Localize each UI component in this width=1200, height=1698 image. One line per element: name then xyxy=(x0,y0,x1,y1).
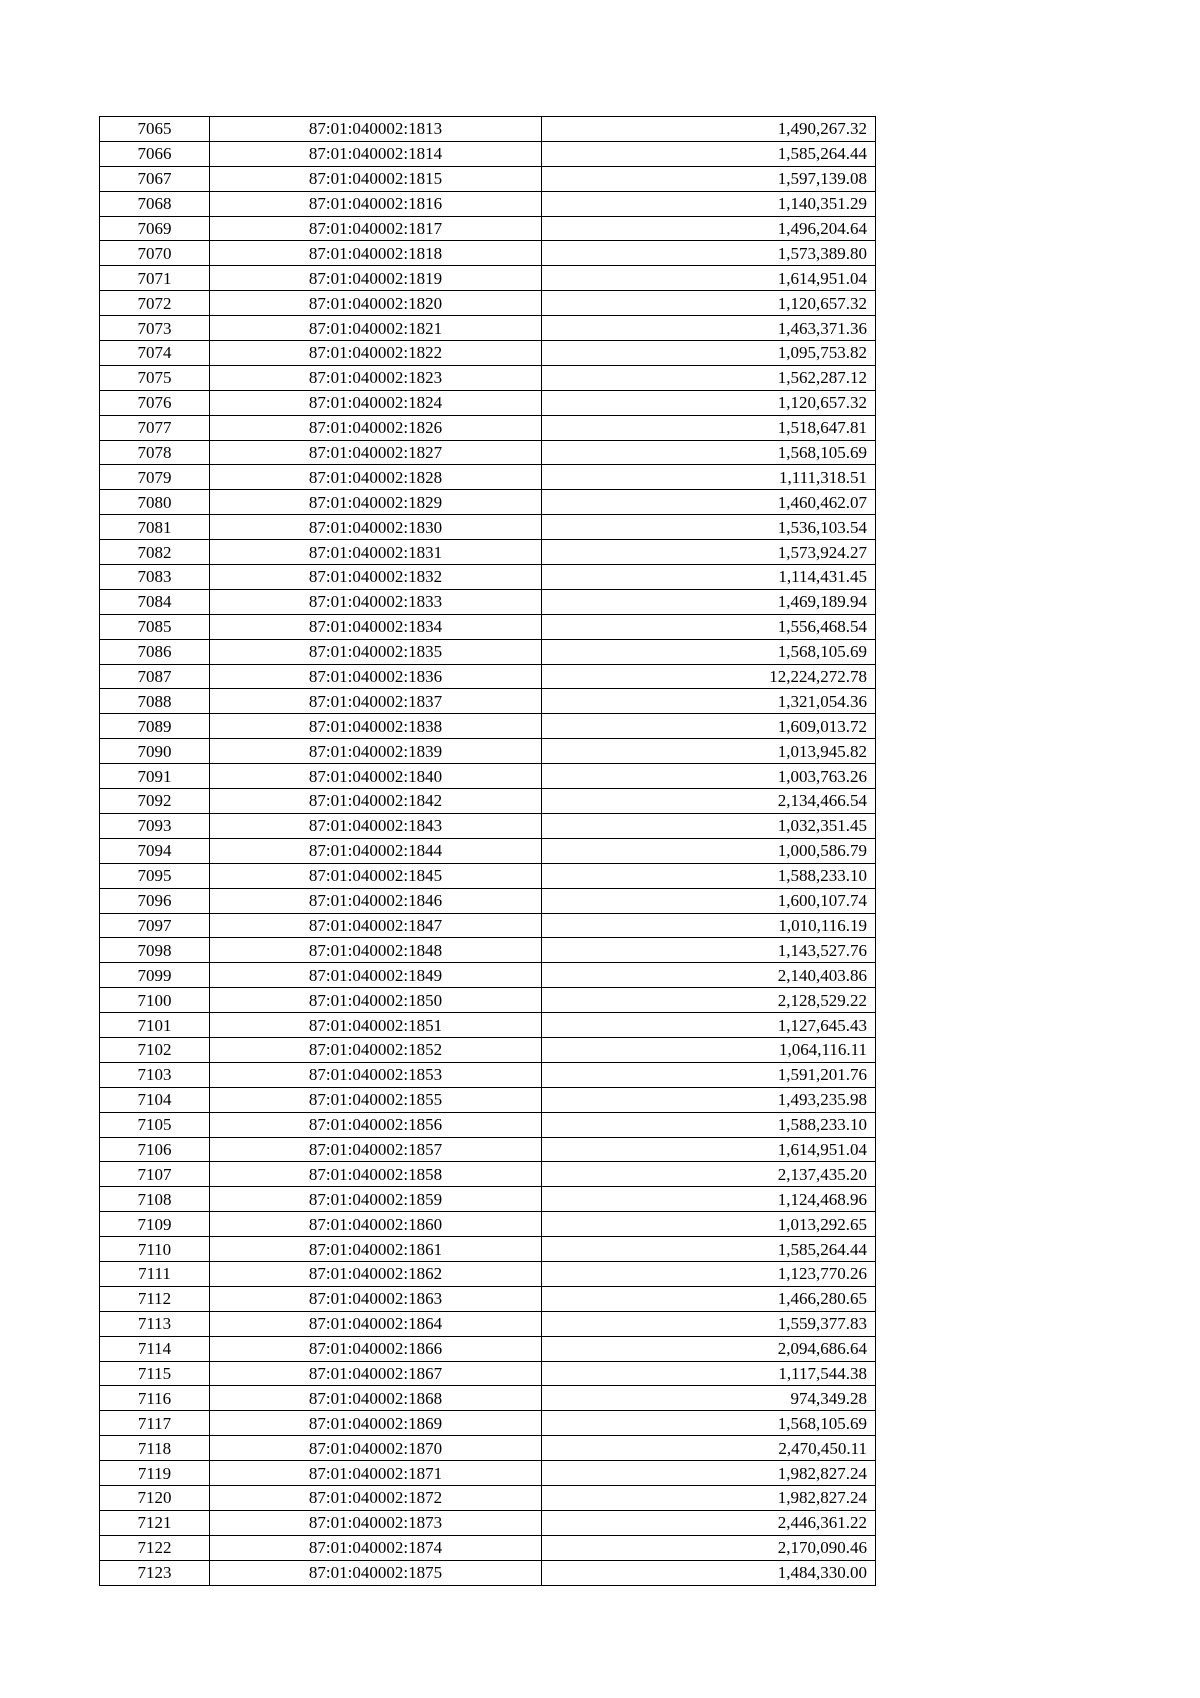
cadastral-number-cell: 87:01:040002:1858 xyxy=(210,1162,542,1187)
cadastral-number-cell: 87:01:040002:1861 xyxy=(210,1237,542,1262)
value-cell: 1,585,264.44 xyxy=(542,141,876,166)
table-row xyxy=(100,764,876,789)
row-number-cell: 7094 xyxy=(100,838,210,863)
table-row xyxy=(100,1560,876,1585)
table-row xyxy=(100,1187,876,1212)
table-row xyxy=(100,117,876,142)
value-cell: 1,568,105.69 xyxy=(542,639,876,664)
cadastral-number-cell: 87:01:040002:1818 xyxy=(210,241,542,266)
cadastral-number-cell: 87:01:040002:1852 xyxy=(210,1037,542,1062)
value-cell: 2,170,090.46 xyxy=(542,1535,876,1560)
table-row xyxy=(100,639,876,664)
table-row xyxy=(100,1162,876,1187)
row-number-cell: 7068 xyxy=(100,191,210,216)
value-cell: 1,013,945.82 xyxy=(542,739,876,764)
value-cell: 12,224,272.78 xyxy=(542,664,876,689)
cadastral-number-cell: 87:01:040002:1875 xyxy=(210,1560,542,1585)
row-number-cell: 7104 xyxy=(100,1087,210,1112)
row-number-cell: 7092 xyxy=(100,789,210,814)
value-cell: 1,536,103.54 xyxy=(542,515,876,540)
row-number-cell: 7118 xyxy=(100,1436,210,1461)
cadastral-number-cell: 87:01:040002:1866 xyxy=(210,1336,542,1361)
row-number-cell: 7101 xyxy=(100,1013,210,1038)
value-cell: 1,588,233.10 xyxy=(542,1112,876,1137)
cadastral-number-cell: 87:01:040002:1819 xyxy=(210,266,542,291)
table-row xyxy=(100,415,876,440)
row-number-cell: 7081 xyxy=(100,515,210,540)
cadastral-number-cell: 87:01:040002:1869 xyxy=(210,1411,542,1436)
cadastral-number-cell: 87:01:040002:1814 xyxy=(210,141,542,166)
value-cell: 1,556,468.54 xyxy=(542,614,876,639)
value-cell: 1,568,105.69 xyxy=(542,440,876,465)
row-number-cell: 7119 xyxy=(100,1461,210,1486)
cadastral-number-cell: 87:01:040002:1837 xyxy=(210,689,542,714)
value-cell: 1,095,753.82 xyxy=(542,341,876,366)
table-row xyxy=(100,1386,876,1411)
table-row xyxy=(100,241,876,266)
table-row xyxy=(100,963,876,988)
cadastral-number-cell: 87:01:040002:1832 xyxy=(210,565,542,590)
cadastral-number-cell: 87:01:040002:1855 xyxy=(210,1087,542,1112)
row-number-cell: 7078 xyxy=(100,440,210,465)
table-row xyxy=(100,1286,876,1311)
cadastral-number-cell: 87:01:040002:1826 xyxy=(210,415,542,440)
row-number-cell: 7077 xyxy=(100,415,210,440)
cadastral-number-cell: 87:01:040002:1874 xyxy=(210,1535,542,1560)
table-row xyxy=(100,1436,876,1461)
table-row xyxy=(100,1535,876,1560)
value-cell: 1,460,462.07 xyxy=(542,490,876,515)
cadastral-number-cell: 87:01:040002:1844 xyxy=(210,838,542,863)
cadastral-number-cell: 87:01:040002:1816 xyxy=(210,191,542,216)
value-cell: 1,600,107.74 xyxy=(542,888,876,913)
table-row xyxy=(100,789,876,814)
table-row xyxy=(100,1485,876,1510)
value-cell: 1,013,292.65 xyxy=(542,1212,876,1237)
row-number-cell: 7066 xyxy=(100,141,210,166)
cadastral-number-cell: 87:01:040002:1815 xyxy=(210,166,542,191)
value-cell: 1,982,827.24 xyxy=(542,1485,876,1510)
table-row xyxy=(100,316,876,341)
cadastral-number-cell: 87:01:040002:1848 xyxy=(210,938,542,963)
row-number-cell: 7098 xyxy=(100,938,210,963)
table-row xyxy=(100,341,876,366)
value-cell: 2,470,450.11 xyxy=(542,1436,876,1461)
cadastral-number-cell: 87:01:040002:1863 xyxy=(210,1286,542,1311)
table-row xyxy=(100,540,876,565)
row-number-cell: 7110 xyxy=(100,1237,210,1262)
value-cell: 1,000,586.79 xyxy=(542,838,876,863)
cadastral-number-cell: 87:01:040002:1823 xyxy=(210,365,542,390)
row-number-cell: 7120 xyxy=(100,1485,210,1510)
value-cell: 1,064,116.11 xyxy=(542,1037,876,1062)
table-row xyxy=(100,1087,876,1112)
table-row xyxy=(100,365,876,390)
row-number-cell: 7085 xyxy=(100,614,210,639)
cadastral-number-cell: 87:01:040002:1851 xyxy=(210,1013,542,1038)
value-cell: 1,120,657.32 xyxy=(542,291,876,316)
cadastral-number-cell: 87:01:040002:1868 xyxy=(210,1386,542,1411)
cadastral-number-cell: 87:01:040002:1820 xyxy=(210,291,542,316)
row-number-cell: 7082 xyxy=(100,540,210,565)
row-number-cell: 7114 xyxy=(100,1336,210,1361)
cadastral-number-cell: 87:01:040002:1853 xyxy=(210,1062,542,1087)
table-row xyxy=(100,1336,876,1361)
cadastral-number-cell: 87:01:040002:1849 xyxy=(210,963,542,988)
row-number-cell: 7121 xyxy=(100,1510,210,1535)
table-row xyxy=(100,1411,876,1436)
value-cell: 1,003,763.26 xyxy=(542,764,876,789)
value-cell: 2,137,435.20 xyxy=(542,1162,876,1187)
table-row xyxy=(100,1112,876,1137)
cadastral-number-cell: 87:01:040002:1870 xyxy=(210,1436,542,1461)
value-cell: 1,114,431.45 xyxy=(542,565,876,590)
table-row xyxy=(100,838,876,863)
cadastral-number-cell: 87:01:040002:1846 xyxy=(210,888,542,913)
value-cell: 1,463,371.36 xyxy=(542,316,876,341)
row-number-cell: 7091 xyxy=(100,764,210,789)
table-row xyxy=(100,1062,876,1087)
table-row xyxy=(100,988,876,1013)
cadastral-number-cell: 87:01:040002:1872 xyxy=(210,1485,542,1510)
table-row xyxy=(100,1013,876,1038)
cadastral-number-cell: 87:01:040002:1831 xyxy=(210,540,542,565)
value-cell: 1,321,054.36 xyxy=(542,689,876,714)
row-number-cell: 7086 xyxy=(100,639,210,664)
value-cell: 1,614,951.04 xyxy=(542,266,876,291)
row-number-cell: 7075 xyxy=(100,365,210,390)
row-number-cell: 7074 xyxy=(100,341,210,366)
value-cell: 1,032,351.45 xyxy=(542,813,876,838)
cadastral-number-cell: 87:01:040002:1836 xyxy=(210,664,542,689)
value-cell: 1,496,204.64 xyxy=(542,216,876,241)
row-number-cell: 7107 xyxy=(100,1162,210,1187)
table-row xyxy=(100,216,876,241)
cadastral-number-cell: 87:01:040002:1873 xyxy=(210,1510,542,1535)
row-number-cell: 7071 xyxy=(100,266,210,291)
cadastral-number-cell: 87:01:040002:1867 xyxy=(210,1361,542,1386)
cadastral-number-cell: 87:01:040002:1829 xyxy=(210,490,542,515)
value-cell: 1,518,647.81 xyxy=(542,415,876,440)
cadastral-number-cell: 87:01:040002:1864 xyxy=(210,1311,542,1336)
value-cell: 1,140,351.29 xyxy=(542,191,876,216)
row-number-cell: 7111 xyxy=(100,1261,210,1286)
table-row xyxy=(100,141,876,166)
value-cell: 1,573,924.27 xyxy=(542,540,876,565)
row-number-cell: 7122 xyxy=(100,1535,210,1560)
cadastral-number-cell: 87:01:040002:1840 xyxy=(210,764,542,789)
table-row xyxy=(100,291,876,316)
row-number-cell: 7123 xyxy=(100,1560,210,1585)
row-number-cell: 7093 xyxy=(100,813,210,838)
table-row xyxy=(100,1510,876,1535)
value-cell: 1,614,951.04 xyxy=(542,1137,876,1162)
row-number-cell: 7072 xyxy=(100,291,210,316)
row-number-cell: 7102 xyxy=(100,1037,210,1062)
row-number-cell: 7096 xyxy=(100,888,210,913)
table-row xyxy=(100,664,876,689)
cadastral-number-cell: 87:01:040002:1827 xyxy=(210,440,542,465)
value-cell: 2,094,686.64 xyxy=(542,1336,876,1361)
row-number-cell: 7112 xyxy=(100,1286,210,1311)
row-number-cell: 7079 xyxy=(100,465,210,490)
cadastral-number-cell: 87:01:040002:1843 xyxy=(210,813,542,838)
cadastral-number-cell: 87:01:040002:1835 xyxy=(210,639,542,664)
cadastral-number-cell: 87:01:040002:1842 xyxy=(210,789,542,814)
cadastral-number-cell: 87:01:040002:1822 xyxy=(210,341,542,366)
value-cell: 1,143,527.76 xyxy=(542,938,876,963)
table-row xyxy=(100,863,876,888)
row-number-cell: 7070 xyxy=(100,241,210,266)
value-cell: 1,490,267.32 xyxy=(542,117,876,142)
table-row xyxy=(100,938,876,963)
cadastral-number-cell: 87:01:040002:1857 xyxy=(210,1137,542,1162)
table-row xyxy=(100,266,876,291)
cadastral-number-cell: 87:01:040002:1838 xyxy=(210,714,542,739)
table-row xyxy=(100,390,876,415)
value-cell: 1,484,330.00 xyxy=(542,1560,876,1585)
table-row xyxy=(100,888,876,913)
cadastral-number-cell: 87:01:040002:1821 xyxy=(210,316,542,341)
table-row xyxy=(100,465,876,490)
table-row xyxy=(100,1461,876,1486)
table-row xyxy=(100,813,876,838)
value-cell: 974,349.28 xyxy=(542,1386,876,1411)
row-number-cell: 7095 xyxy=(100,863,210,888)
value-cell: 1,559,377.83 xyxy=(542,1311,876,1336)
row-number-cell: 7076 xyxy=(100,390,210,415)
row-number-cell: 7088 xyxy=(100,689,210,714)
row-number-cell: 7099 xyxy=(100,963,210,988)
row-number-cell: 7105 xyxy=(100,1112,210,1137)
cadastral-number-cell: 87:01:040002:1850 xyxy=(210,988,542,1013)
value-cell: 1,609,013.72 xyxy=(542,714,876,739)
table-row xyxy=(100,1137,876,1162)
cadastral-number-cell: 87:01:040002:1860 xyxy=(210,1212,542,1237)
value-cell: 2,128,529.22 xyxy=(542,988,876,1013)
row-number-cell: 7097 xyxy=(100,913,210,938)
cadastral-number-cell: 87:01:040002:1845 xyxy=(210,863,542,888)
row-number-cell: 7100 xyxy=(100,988,210,1013)
table-row xyxy=(100,1237,876,1262)
row-number-cell: 7065 xyxy=(100,117,210,142)
cadastral-number-cell: 87:01:040002:1830 xyxy=(210,515,542,540)
row-number-cell: 7116 xyxy=(100,1386,210,1411)
table-row xyxy=(100,565,876,590)
table-row xyxy=(100,515,876,540)
value-cell: 2,134,466.54 xyxy=(542,789,876,814)
cadastral-number-cell: 87:01:040002:1847 xyxy=(210,913,542,938)
row-number-cell: 7083 xyxy=(100,565,210,590)
table-row xyxy=(100,614,876,639)
row-number-cell: 7109 xyxy=(100,1212,210,1237)
value-cell: 1,120,657.32 xyxy=(542,390,876,415)
row-number-cell: 7087 xyxy=(100,664,210,689)
row-number-cell: 7113 xyxy=(100,1311,210,1336)
cadastral-number-cell: 87:01:040002:1824 xyxy=(210,390,542,415)
table-row xyxy=(100,1261,876,1286)
row-number-cell: 7080 xyxy=(100,490,210,515)
cadastral-number-cell: 87:01:040002:1834 xyxy=(210,614,542,639)
row-number-cell: 7073 xyxy=(100,316,210,341)
cadastral-number-cell: 87:01:040002:1871 xyxy=(210,1461,542,1486)
value-cell: 1,117,544.38 xyxy=(542,1361,876,1386)
value-cell: 1,982,827.24 xyxy=(542,1461,876,1486)
value-cell: 1,591,201.76 xyxy=(542,1062,876,1087)
row-number-cell: 7117 xyxy=(100,1411,210,1436)
value-cell: 1,588,233.10 xyxy=(542,863,876,888)
table-row xyxy=(100,490,876,515)
value-cell: 1,469,189.94 xyxy=(542,589,876,614)
row-number-cell: 7090 xyxy=(100,739,210,764)
value-cell: 1,568,105.69 xyxy=(542,1411,876,1436)
value-cell: 2,446,361.22 xyxy=(542,1510,876,1535)
row-number-cell: 7108 xyxy=(100,1187,210,1212)
value-cell: 1,127,645.43 xyxy=(542,1013,876,1038)
cadastral-number-cell: 87:01:040002:1862 xyxy=(210,1261,542,1286)
table-row xyxy=(100,1361,876,1386)
cadastral-number-cell: 87:01:040002:1856 xyxy=(210,1112,542,1137)
cadastral-number-cell: 87:01:040002:1839 xyxy=(210,739,542,764)
table-row xyxy=(100,1037,876,1062)
row-number-cell: 7067 xyxy=(100,166,210,191)
table-row xyxy=(100,1212,876,1237)
cadastral-number-cell: 87:01:040002:1859 xyxy=(210,1187,542,1212)
table-row xyxy=(100,191,876,216)
table-row xyxy=(100,589,876,614)
value-cell: 1,493,235.98 xyxy=(542,1087,876,1112)
value-cell: 1,123,770.26 xyxy=(542,1261,876,1286)
value-cell: 1,124,468.96 xyxy=(542,1187,876,1212)
value-cell: 1,111,318.51 xyxy=(542,465,876,490)
data-table xyxy=(99,116,876,1586)
row-number-cell: 7115 xyxy=(100,1361,210,1386)
table-row xyxy=(100,440,876,465)
row-number-cell: 7089 xyxy=(100,714,210,739)
table-body xyxy=(100,117,876,1586)
table-row xyxy=(100,166,876,191)
table-row xyxy=(100,1311,876,1336)
cadastral-number-cell: 87:01:040002:1828 xyxy=(210,465,542,490)
row-number-cell: 7084 xyxy=(100,589,210,614)
table-row xyxy=(100,739,876,764)
value-cell: 1,466,280.65 xyxy=(542,1286,876,1311)
row-number-cell: 7103 xyxy=(100,1062,210,1087)
value-cell: 2,140,403.86 xyxy=(542,963,876,988)
cadastral-number-cell: 87:01:040002:1813 xyxy=(210,117,542,142)
cadastral-number-cell: 87:01:040002:1817 xyxy=(210,216,542,241)
row-number-cell: 7106 xyxy=(100,1137,210,1162)
table-row xyxy=(100,689,876,714)
value-cell: 1,573,389.80 xyxy=(542,241,876,266)
table-row xyxy=(100,714,876,739)
value-cell: 1,585,264.44 xyxy=(542,1237,876,1262)
value-cell: 1,597,139.08 xyxy=(542,166,876,191)
value-cell: 1,562,287.12 xyxy=(542,365,876,390)
value-cell: 1,010,116.19 xyxy=(542,913,876,938)
table-row xyxy=(100,913,876,938)
cadastral-number-cell: 87:01:040002:1833 xyxy=(210,589,542,614)
row-number-cell: 7069 xyxy=(100,216,210,241)
